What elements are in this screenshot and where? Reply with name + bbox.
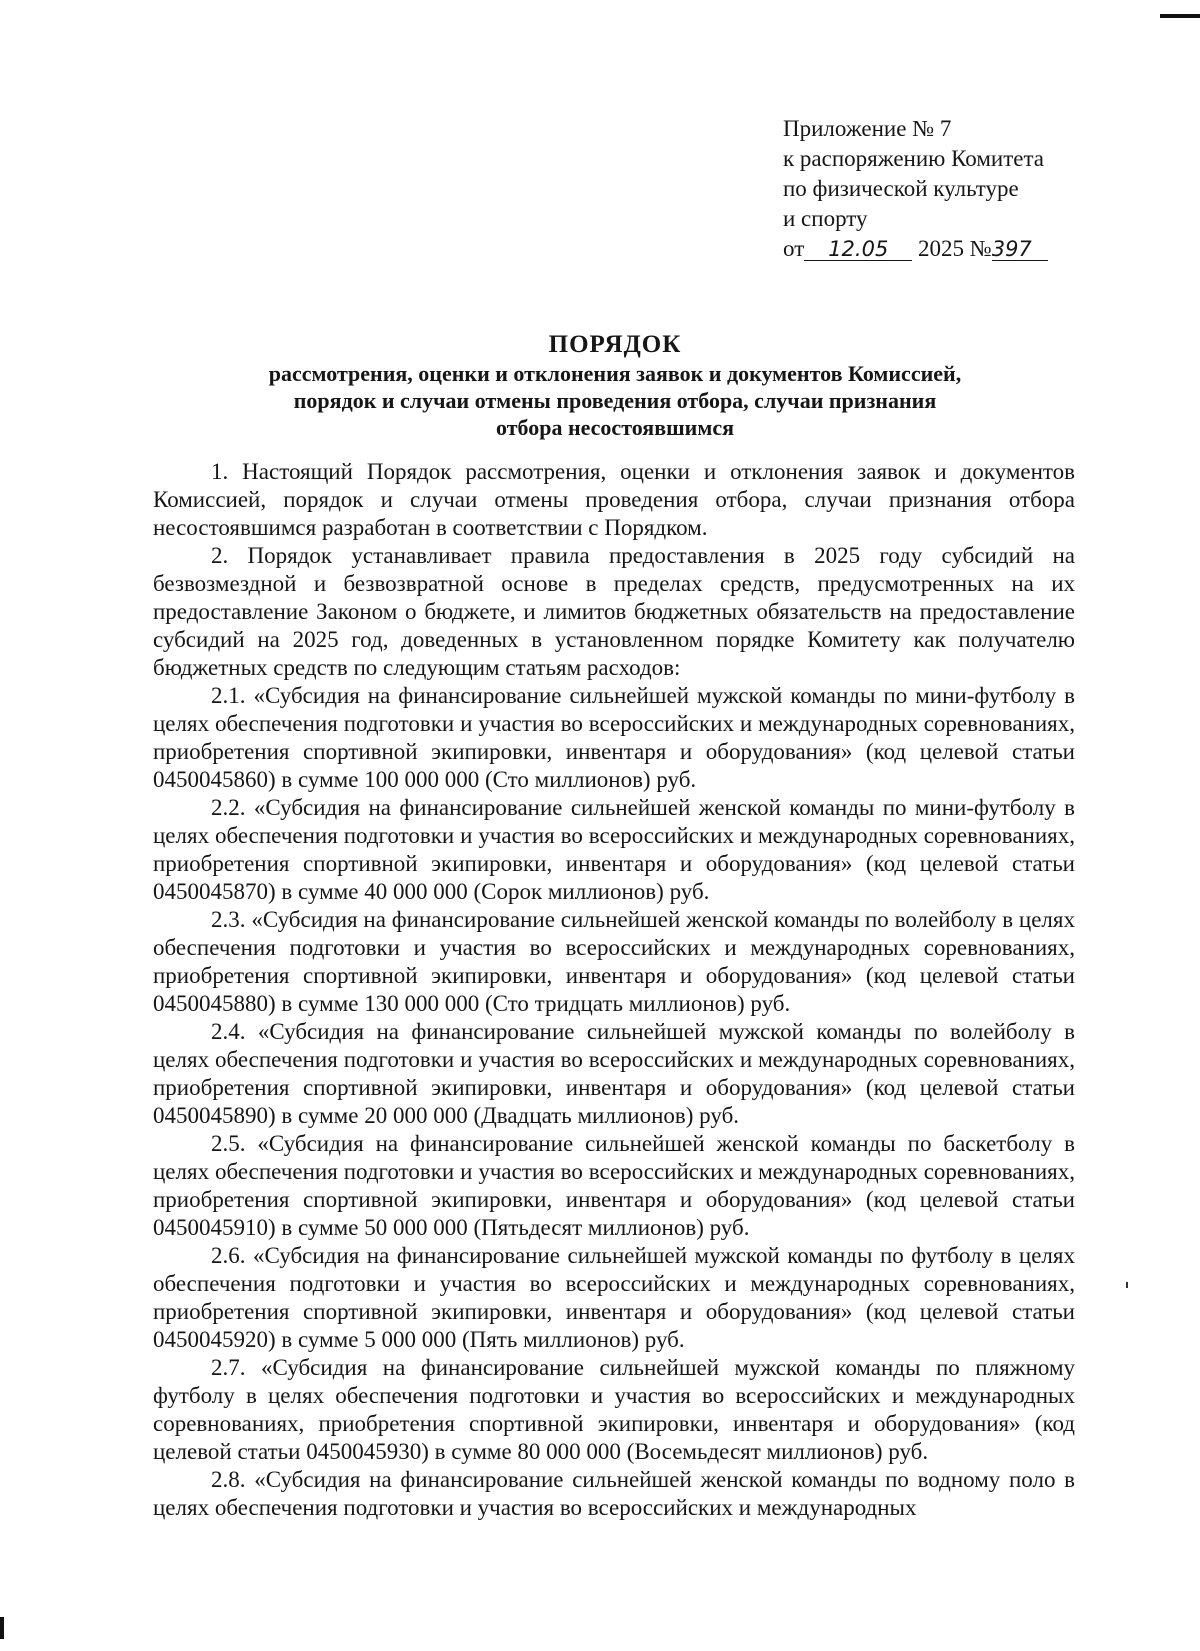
scan-edge-mark — [1160, 14, 1200, 18]
document-body — [153, 458, 1075, 1522]
title-subtitle-line: рассмотрения, оценки и отклонения заявок и документов Комиссией, — [268, 361, 962, 386]
paragraph: 2.3. «Субсидия на финансирование сильнейшей женской команды по волейболу в целях обеспечения подготовки и участия во всероссийских и международных соревнованиях, приобретения спортивной экипировки, инвентаря и оборудования» (код целевой статьи 0450045880) в сумме 130 000 000 (Сто тридцать миллионов) руб. — [153, 907, 1075, 1016]
title-subtitle-line: порядок и случаи отмены проведения отбора, случаи признания — [293, 388, 937, 413]
paragraph: 2.5. «Субсидия на финансирование сильнейшей женской команды по баскетболу в целях обеспечения подготовки и участия во всероссийских и международных соревнованиях, приобретения спортивной экипировки, инвентаря и оборудования» (код целевой статьи 0450045910) в сумме 50 000 000 (Пятьдесят миллионов) руб. — [153, 1131, 1075, 1240]
appendix-line: Приложение № 7 — [783, 116, 952, 141]
date-prefix: от — [783, 236, 805, 261]
scan-edge-mark-left — [0, 1617, 4, 1639]
document-title — [150, 330, 1080, 441]
appendix-line: к распоряжению Комитета — [783, 146, 1044, 171]
paragraph: 2.2. «Субсидия на финансирование сильнейшей женской команды по мини-футболу в целях обеспечения подготовки и участия во всероссийских и международных соревнованиях, приобретения спортивной экипировки, инвентаря и оборудования» (код целевой статьи 0450045870) в сумме 40 000 000 (Сорок миллионов) руб. — [153, 795, 1075, 904]
title-main: ПОРЯДОК — [548, 331, 682, 358]
title-subtitle-line: отбора несостоявшимся — [496, 415, 734, 440]
paragraph: 2.4. «Субсидия на финансирование сильнейшей мужской команды по волейболу в целях обеспечения подготовки и участия во всероссийских и международных соревнованиях, приобретения спортивной экипировки, инвентаря и оборудования» (код целевой статьи 0450045890) в сумме 20 000 000 (Двадцать миллионов) руб. — [153, 1019, 1075, 1128]
paragraph: 2.1. «Субсидия на финансирование сильнейшей мужской команды по мини-футболу в целях обеспечения подготовки и участия во всероссийских и международных соревнованиях, приобретения спортивной экипировки, инвентаря и оборудования» (код целевой статьи 0450045860) в сумме 100 000 000 (Сто миллионов) руб. — [153, 683, 1075, 792]
paragraph: 1. Настоящий Порядок рассмотрения, оценки и отклонения заявок и документов Комиссией, порядок и случаи отмены проведения отбора, случаи признания отбора несостоявшимся разработан в соответствии с Порядком. — [153, 459, 1075, 540]
paragraph: 2.8. «Субсидия на финансирование сильнейшей женской команды по водному поло в целях обеспечения подготовки и участия во всероссийских и международных — [153, 1467, 1075, 1520]
handwritten-number: 397 — [992, 238, 1048, 261]
year-number-label: 2025 № — [918, 236, 992, 261]
paragraph: 2. Порядок устанавливает правила предоставления в 2025 году субсидий на безвозмездной и безвозвратной основе в пределах средств, предусмотренных на их предоставление Законом о бюджете, и лимитов бюджетных обязательств на предоставление субсидий на 2025 год, доведенных в установленном порядке Комитету как получателю бюджетных средств по следующим статьям расходов: — [153, 543, 1075, 680]
appendix-date-line — [783, 234, 1048, 264]
paragraph: 2.6. «Субсидия на финансирование сильнейшей мужской команды по футболу в целях обеспечения подготовки и участия во всероссийских и международных соревнованиях, приобретения спортивной экипировки, инвентаря и оборудования» (код целевой статьи 0450045920) в сумме 5 000 000 (Пять миллионов) руб. — [153, 1243, 1075, 1352]
appendix-block — [783, 114, 1048, 264]
appendix-line: по физической культуре — [783, 176, 1019, 201]
appendix-line: и спорту — [783, 206, 868, 231]
scan-speck — [1126, 1282, 1128, 1288]
paragraph: 2.7. «Субсидия на финансирование сильнейшей мужской команды по пляжному футболу в целях обеспечения подготовки и участия во всероссийских и международных соревнованиях, приобретения спортивной экипировки, инвентаря и оборудования» (код целевой статьи 0450045930) в сумме 80 000 000 (Восемьдесят миллионов) руб. — [153, 1355, 1075, 1464]
handwritten-date: 12.05 — [804, 238, 912, 261]
